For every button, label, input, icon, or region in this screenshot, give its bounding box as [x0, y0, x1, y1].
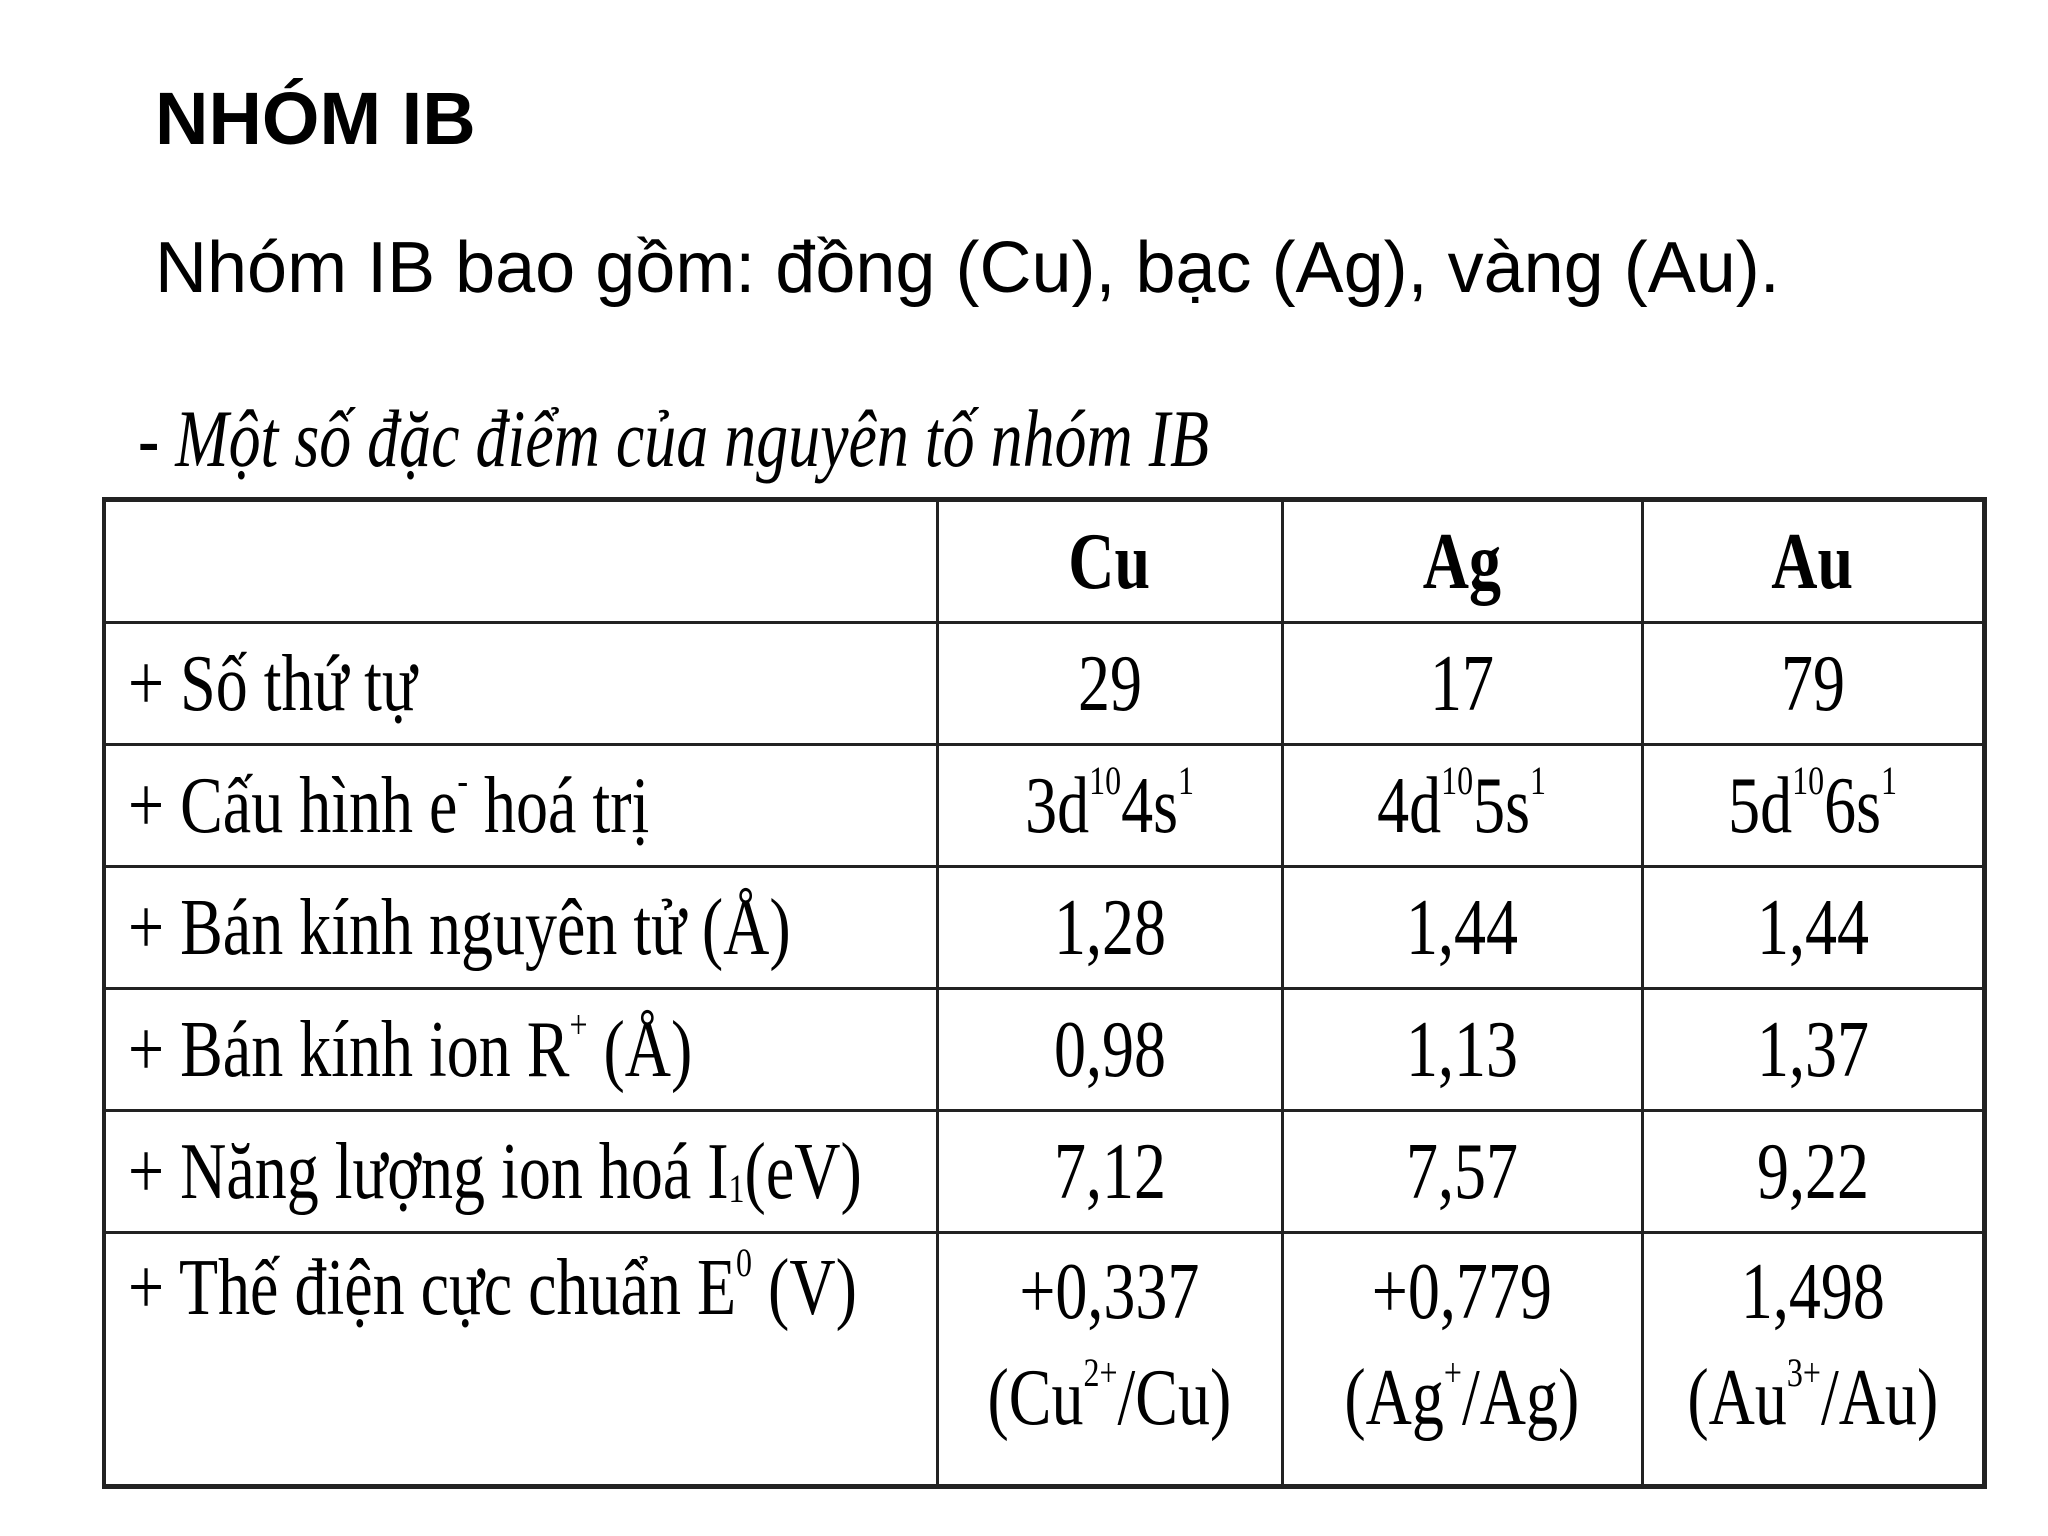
caption-dash: -	[138, 393, 160, 484]
row-atomic-number	[104, 623, 1984, 745]
cell-ag: 17	[1282, 623, 1642, 745]
row-ion-radius	[104, 989, 1984, 1111]
row-standard-potential	[104, 1233, 1984, 1487]
cell-cu: 0,98	[937, 989, 1282, 1111]
row-label: + Năng lượng ion hoá $I_1(eV)$	[104, 1111, 937, 1233]
row-valence-config	[104, 745, 1984, 867]
cell-ag: 1,13	[1282, 989, 1642, 1111]
cell-cu: +0,337 $(Cu^{2+}/Cu)$	[937, 1233, 1282, 1487]
header-blank-cell	[104, 500, 937, 623]
cell-cu: $3d^{10}4s^1$	[937, 745, 1282, 867]
cell-au: 1,498 $(Au^{3+}/Au)$	[1642, 1233, 1984, 1487]
cell-ag: +0,779 (Ag+/Ag)	[1282, 1233, 1642, 1487]
properties-table	[102, 497, 1987, 1489]
caption-text: Một số đặc điểm của nguyên tố nhóm IB	[175, 393, 1210, 484]
cell-au: 79	[1642, 623, 1984, 745]
intro-text: Nhóm IB bao gồm: đồng (Cu), bạc (Ag), vàng (Au).	[155, 228, 1780, 308]
row-label: + Cấu hình e- hoá trị	[104, 745, 937, 867]
header-ag: Ag	[1282, 500, 1642, 623]
slide-title: NHÓM IB	[155, 77, 476, 160]
cell-au: $5d^{10}6s^1$	[1642, 745, 1984, 867]
cell-ag: 7,57	[1282, 1111, 1642, 1233]
cell-cu: 29	[937, 623, 1282, 745]
row-label: + Số thứ tự	[104, 623, 937, 745]
row-label: + Bán kính nguyên tử (Å)	[104, 867, 937, 989]
cell-au: 1,44	[1642, 867, 1984, 989]
cell-cu: 1,28	[937, 867, 1282, 989]
row-atomic-radius	[104, 867, 1984, 989]
cell-ag: $4d^{10}5s^1$	[1282, 745, 1642, 867]
table-header-row	[104, 500, 1984, 623]
cell-ag: 1,44	[1282, 867, 1642, 989]
table-caption	[138, 393, 1210, 484]
cell-au: 9,22	[1642, 1111, 1984, 1233]
header-cu: Cu	[937, 500, 1282, 623]
header-au: Au	[1642, 500, 1984, 623]
cell-au: 1,37	[1642, 989, 1984, 1111]
cell-cu: 7,12	[937, 1111, 1282, 1233]
row-label: + Bán kính ion R+ (Å)	[104, 989, 937, 1111]
row-ionization-energy	[104, 1111, 1984, 1233]
row-label: + Thế điện cực chuẩn $E^0$ (V)	[104, 1233, 937, 1487]
